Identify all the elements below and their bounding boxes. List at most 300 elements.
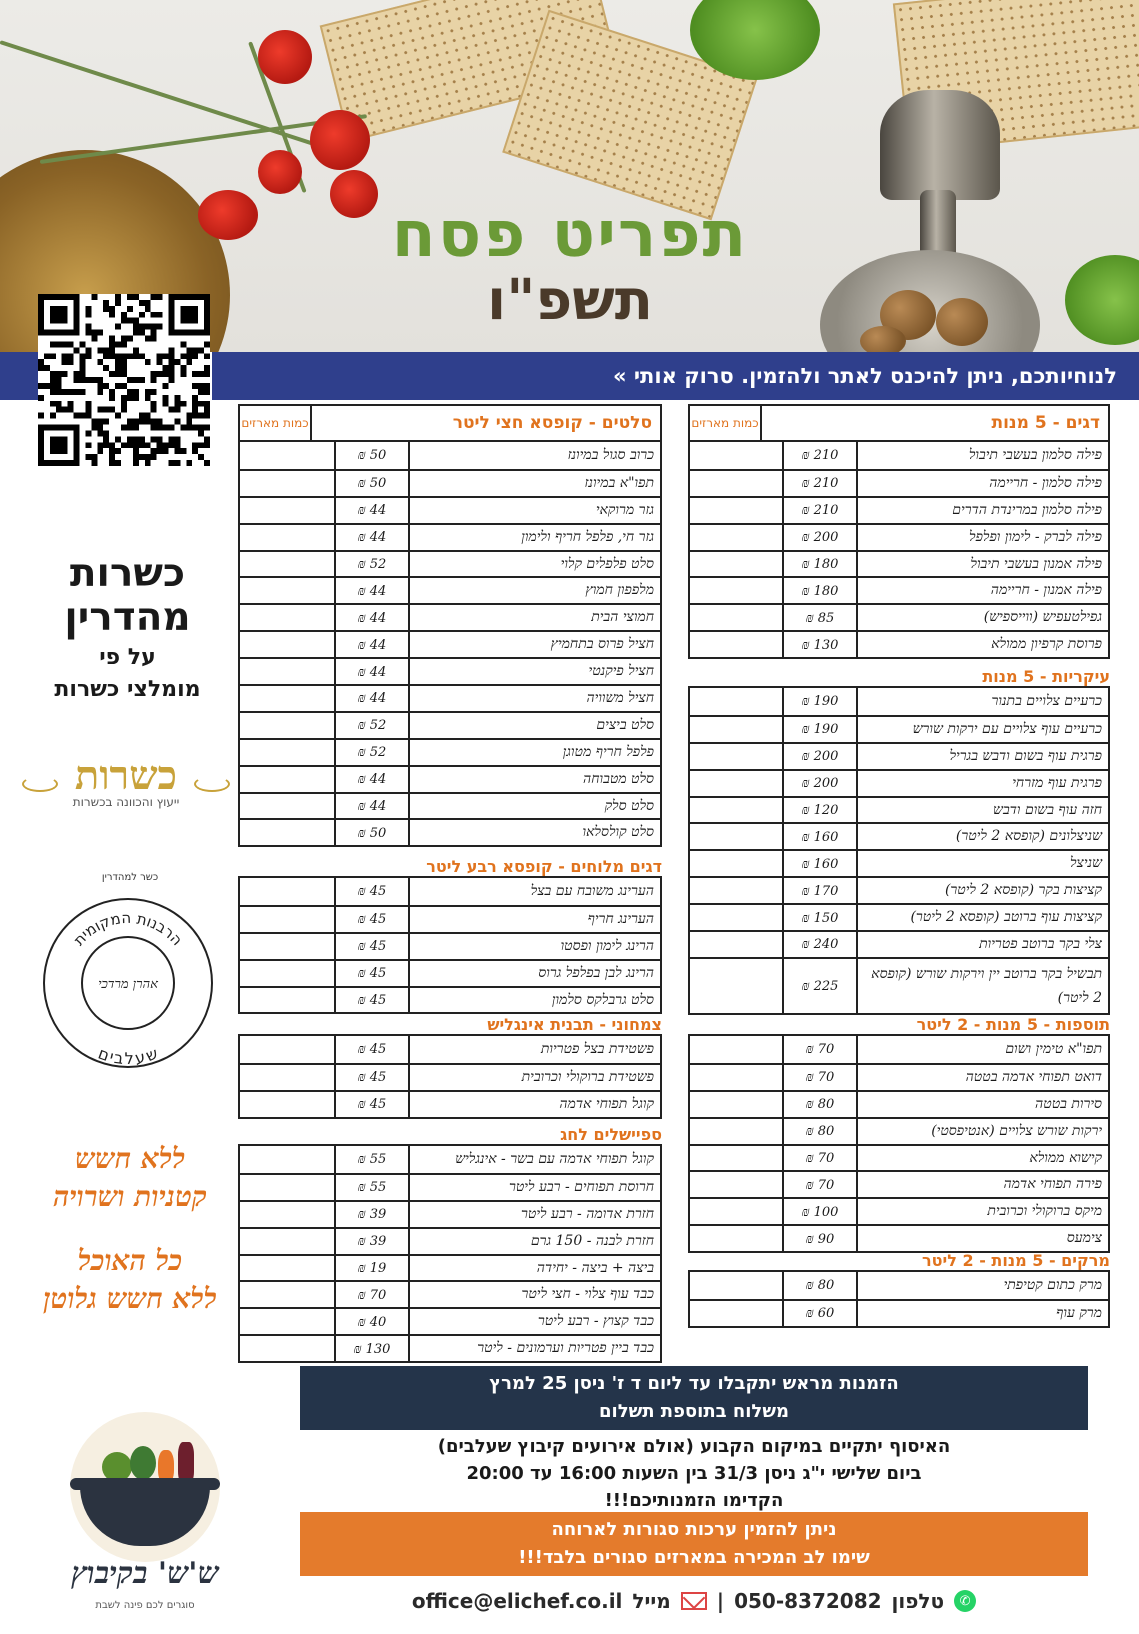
quantity-input[interactable] (690, 1065, 782, 1090)
menu-item-price: 70 ₪ (782, 1036, 856, 1063)
menu-item-name: מרק כתום קטיפתי (856, 1272, 1108, 1299)
menu-item-name: פילה סלמון בעשבי תיבול (856, 442, 1108, 469)
quantity-input[interactable] (240, 961, 334, 986)
menu-item-row (690, 550, 1108, 577)
quantity-input[interactable] (690, 798, 782, 823)
quantity-input[interactable] (240, 498, 334, 523)
menu-item-row (240, 1280, 660, 1307)
quantity-input[interactable] (690, 744, 782, 769)
menu-item-row (690, 1170, 1108, 1197)
menu-item-name: כרעיים צלויים בתנור (856, 688, 1108, 715)
menu-item-name: חמוצי הבית (408, 605, 660, 630)
menu-item-row (240, 1090, 660, 1117)
menu-item-name: תפו"א במיונז (408, 471, 660, 496)
menu-item-name: כרעיים עוף צלויים עם ירקות שורש (856, 717, 1108, 742)
section-title: דגים - 5 מנות (760, 406, 1108, 440)
quantity-input[interactable] (240, 1256, 334, 1281)
pickup-info (300, 1433, 1088, 1514)
left_menu-section (238, 1012, 662, 1119)
menu-item-price: 160 ₪ (782, 824, 856, 849)
section-header (688, 664, 1110, 686)
menu-item-price: 45 ₪ (334, 1092, 408, 1117)
whatsapp-icon[interactable]: ✆ (954, 1590, 976, 1612)
quantity-input[interactable] (240, 578, 334, 603)
quantity-input[interactable] (690, 932, 782, 957)
menu-item-price: 52 ₪ (334, 552, 408, 577)
menu-item-row (690, 1197, 1108, 1224)
menu-rows (688, 686, 1110, 1015)
right_menu-section (688, 1248, 1110, 1328)
menu-item-name: הערינג חריף (408, 907, 660, 932)
menu-item-price: 210 ₪ (782, 442, 856, 469)
quantity-input[interactable] (690, 578, 782, 603)
menu-item-row (690, 1144, 1108, 1171)
menu-item-price: 44 ₪ (334, 686, 408, 711)
menu-item-price: 45 ₪ (334, 1036, 408, 1063)
quantity-input[interactable] (690, 1199, 782, 1224)
svg-text:הרבנות המקומית (70, 909, 186, 949)
phone-number[interactable]: 050-8372082 (734, 1589, 882, 1613)
quantity-input[interactable] (240, 878, 334, 905)
quantity-input[interactable] (240, 1146, 334, 1173)
menu-item-row (690, 769, 1108, 796)
menu-item-price: 45 ₪ (334, 907, 408, 932)
menu-item-name: סלט מטבוחה (408, 767, 660, 792)
menu-item-price: 39 ₪ (334, 1202, 408, 1227)
menu-item-name: ביצה + ביצה - יחידה (408, 1256, 660, 1281)
menu-item-row (690, 688, 1108, 715)
kashrut-logo-tagline: ייעוץ והכוונה בכשרות (72, 795, 180, 809)
menu-item-name: סלט סלק (408, 794, 660, 819)
menu-item-name: כרוב סגול במיונז (408, 442, 660, 469)
kashrut-subheading (20, 642, 235, 706)
menu-item-name: גזר מרוקאי (408, 498, 660, 523)
quantity-input[interactable] (690, 1036, 782, 1063)
menu-item-price: 45 ₪ (334, 878, 408, 905)
menu-item-price: 200 ₪ (782, 525, 856, 550)
menu-item-name: סלט קולסלאו (408, 820, 660, 845)
menu-item-price: 70 ₪ (782, 1065, 856, 1090)
menu-item-name: דואט תפוחי אדמה בטטה (856, 1065, 1108, 1090)
quantity-input[interactable] (240, 1092, 334, 1117)
quantity-input[interactable] (240, 605, 334, 630)
menu-item-price: 55 ₪ (334, 1175, 408, 1200)
quantity-input[interactable] (240, 632, 334, 657)
menu-item-price: 44 ₪ (334, 525, 408, 550)
quantity-input[interactable] (240, 1036, 334, 1063)
section-title: סלטים - קופסא חצי ליטר (310, 406, 660, 440)
menu-item-name: תפו"א טימין ושום (856, 1036, 1108, 1063)
menu-item-price: 130 ₪ (782, 632, 856, 657)
menu-item-row (240, 932, 660, 959)
menu-item-name: פלפל חריף מטוגן (408, 740, 660, 765)
quantity-input[interactable] (690, 442, 782, 469)
quantity-input[interactable] (240, 471, 334, 496)
kashrut-logo (16, 752, 236, 809)
menu-item-price: 55 ₪ (334, 1146, 408, 1173)
separator: | (716, 1589, 725, 1613)
quantity-input[interactable] (690, 1172, 782, 1197)
menu-rows (238, 442, 662, 847)
quantity-input[interactable] (690, 771, 782, 796)
menu-item-row (240, 550, 660, 577)
menu-item-name: גזר חי, פלפל חריף ולימון (408, 525, 660, 550)
menu-item-price: 120 ₪ (782, 798, 856, 823)
quantity-input[interactable] (690, 471, 782, 496)
menu-year: תשפ"ו (487, 268, 653, 333)
menu-rows (688, 1034, 1110, 1253)
deadline-line1: הזמנות מראש יתקבלו עד ליום ד ז' ניסן 25 למרץ (489, 1373, 899, 1394)
menu-item-row (690, 822, 1108, 849)
menu-item-price: 45 ₪ (334, 988, 408, 1013)
quantity-input[interactable] (690, 1092, 782, 1117)
menu-item-price: 90 ₪ (782, 1226, 856, 1251)
menu-item-row (240, 1200, 660, 1227)
qr-code-graphic (38, 294, 210, 466)
menu-item-row (690, 1272, 1108, 1299)
quantity-input[interactable] (690, 717, 782, 742)
quantity-input[interactable] (240, 1175, 334, 1200)
menu-item-row (690, 1117, 1108, 1144)
menu-item-row (240, 765, 660, 792)
menu-rows (688, 442, 1110, 659)
note-line1: ללא חשש (74, 1142, 186, 1175)
menu-item-name: חרוסת תפוחים - רבע ליטר (408, 1175, 660, 1200)
menu-item-row (690, 1090, 1108, 1117)
quantity-input[interactable] (240, 552, 334, 577)
menu-item-name: שניצלונים (קופסא 2 ליטר) (856, 824, 1108, 849)
menu-item-price: 44 ₪ (334, 498, 408, 523)
quantity-input[interactable] (690, 824, 782, 849)
menu-item-row (240, 959, 660, 986)
section-title: ספיישלים לחג (560, 1125, 662, 1144)
menu-item-price: 44 ₪ (334, 794, 408, 819)
no-doubt-note (20, 1140, 240, 1216)
menu-item-name: חציל פיקנטי (408, 659, 660, 684)
menu-item-row (240, 603, 660, 630)
menu-item-price: 44 ₪ (334, 632, 408, 657)
quantity-input[interactable] (240, 1229, 334, 1254)
menu-item-price: 44 ₪ (334, 659, 408, 684)
quantity-input[interactable] (240, 1282, 334, 1307)
section-title: דגים מלוחים - קופסא רבע ליטר (426, 857, 662, 876)
menu-item-row (690, 576, 1108, 603)
menu-rows (238, 1144, 662, 1363)
left_menu-section (238, 404, 662, 847)
menu-item-price: 100 ₪ (782, 1199, 856, 1224)
section-title: צמחוני - תבנית אינגליש (487, 1015, 662, 1034)
menu-item-name: גפילטעפיש (ווייספיש) (856, 605, 1108, 630)
quantity-input[interactable] (240, 1336, 334, 1361)
email-link[interactable]: office@elichef.co.il (411, 1589, 623, 1613)
menu-item-name: פילה אמנון בעשבי תיבול (856, 552, 1108, 577)
section-header (688, 1248, 1110, 1270)
menu-item-name: פילה סלמון במרינדת הדרים (856, 498, 1108, 523)
menu-item-name: סירות בטטה (856, 1092, 1108, 1117)
menu-item-name: כבד ביין פטריות וערמונים - ליטר (408, 1336, 660, 1361)
svg-text:שעלבים (96, 1044, 161, 1068)
quantity-input[interactable] (690, 851, 782, 876)
section-header-box (238, 404, 662, 442)
deadline-line2: משלוח בתוספת תשלום (598, 1401, 789, 1422)
note-line4: ללא חשש גלוטן (43, 1282, 217, 1315)
menu-item-price: 210 ₪ (782, 498, 856, 523)
menu-item-name: פרוסת קרפיון ממולא (856, 632, 1108, 657)
menu-item-name: פילה סלמון - חריימה (856, 471, 1108, 496)
section-title: מרקים - 5 מנות - 2 ליטר (922, 1251, 1110, 1270)
qty-column-header: כמות מארזים (241, 416, 309, 430)
menu-item-price: 190 ₪ (782, 717, 856, 742)
quantity-input[interactable] (690, 632, 782, 657)
quantity-input[interactable] (690, 525, 782, 550)
menu-item-price: 180 ₪ (782, 578, 856, 603)
order-online-banner[interactable] (212, 352, 1139, 400)
kashrut-sub-line1: על פי (99, 645, 156, 670)
brand-name: ש'ש' בקיבוץ (71, 1556, 219, 1591)
menu-item-price: 50 ₪ (334, 820, 408, 845)
menu-item-row (240, 1036, 660, 1063)
section-title: עיקריות - 5 מנות (982, 667, 1110, 686)
quantity-input[interactable] (240, 988, 334, 1013)
quantity-input[interactable] (240, 907, 334, 932)
order-deadline-box (300, 1366, 1088, 1430)
poppy-flower (258, 150, 302, 194)
right_menu-section (688, 404, 1110, 659)
menu-item-price: 50 ₪ (334, 471, 408, 496)
menu-item-name: הרינג לבן בפלפל גרוס (408, 961, 660, 986)
menu-item-row (690, 1299, 1108, 1326)
right_menu-section (688, 664, 1110, 1015)
menu-item-row (240, 1227, 660, 1254)
quantity-input[interactable] (240, 794, 334, 819)
quantity-input[interactable] (690, 498, 782, 523)
right_menu-section (688, 1012, 1110, 1253)
menu-item-price: 52 ₪ (334, 713, 408, 738)
pickup-line3: הקדימו הזמנותיכם!!! (604, 1490, 784, 1511)
qr-code-icon[interactable] (38, 294, 210, 466)
pickup-line1: האיסוף יתקיים במיקום הקבוע (אולם אירועים קיבוץ שעלבים) (437, 1436, 951, 1457)
menu-item-name: פירה תפוחי אדמה (856, 1172, 1108, 1197)
kashrut-sub-line2: מומלצי כשרות (54, 677, 201, 702)
section-header (238, 1012, 662, 1034)
stamp-top-text: הרבנות המקומית (69, 908, 187, 950)
kashrut-logo-word: כשרות (74, 752, 178, 799)
menu-item-name: שניצל (856, 851, 1108, 876)
menu-item-row (690, 1036, 1108, 1063)
left_menu-section (238, 1122, 662, 1363)
menu-item-row (690, 742, 1108, 769)
kashrut-stamp-icon (38, 888, 218, 1068)
menu-rows (238, 1034, 662, 1119)
menu-item-name: הרינג לימון ופסטו (408, 934, 660, 959)
menu-item-price: 200 ₪ (782, 744, 856, 769)
menu-item-row (690, 796, 1108, 823)
quantity-input[interactable] (240, 442, 334, 469)
closed-sets-line1: ניתן להזמין ערכות סגורות לארוחה (551, 1519, 837, 1540)
poppy-flower (310, 110, 370, 170)
kosher-note: כשר למהדרין (101, 872, 159, 883)
quantity-input[interactable] (240, 934, 334, 959)
menu-item-row (690, 496, 1108, 523)
quantity-input[interactable] (690, 1146, 782, 1171)
gluten-note (20, 1242, 240, 1318)
quantity-input[interactable] (690, 1301, 782, 1326)
brand-logo (40, 1412, 250, 1622)
menu-item-name: קוגל תפוחי אדמה עם בשר - אינגליש (408, 1146, 660, 1173)
menu-item-row (240, 576, 660, 603)
menu-item-row (240, 792, 660, 819)
menu-item-name: סלט פלפלים קלוי (408, 552, 660, 577)
quantity-input[interactable] (690, 878, 782, 903)
kashrut-heading (20, 552, 235, 640)
section-header (238, 1122, 662, 1144)
stamp-bottom-text: שעלבים (95, 1043, 161, 1068)
menu-item-row (240, 1254, 660, 1281)
stamp-graphic (38, 888, 218, 1068)
menu-item-price: 130 ₪ (334, 1336, 408, 1361)
menu-item-price: 45 ₪ (334, 934, 408, 959)
menu-item-price: 19 ₪ (334, 1256, 408, 1281)
menu-title: תפריט פסח (391, 198, 749, 272)
quantity-input[interactable] (240, 1202, 334, 1227)
menu-item-row (240, 1334, 660, 1361)
quantity-input[interactable] (690, 905, 782, 930)
poppy-flower (198, 190, 258, 240)
menu-item-name: פרגית עוף בשום ודבש בגריל (856, 744, 1108, 769)
section-header (688, 1012, 1110, 1034)
menu-item-row (690, 715, 1108, 742)
quantity-input[interactable] (240, 1065, 334, 1090)
swirl-ornament-icon (194, 776, 230, 792)
walnut-image (860, 326, 906, 352)
menu-item-name: מיקס ברוקולי וכרובית (856, 1199, 1108, 1224)
banner-text: לנוחיותכם, ניתן להיכנס לאתר ולהזמין. סרוק אותי » (613, 364, 1117, 388)
menu-item-price: 45 ₪ (334, 1065, 408, 1090)
menu-item-price: 85 ₪ (782, 605, 856, 630)
quantity-input[interactable] (240, 740, 334, 765)
menu-item-name: כבד עוף צלוי - חצי ליטר (408, 1282, 660, 1307)
menu-item-price: 240 ₪ (782, 932, 856, 957)
menu-item-price: 50 ₪ (334, 442, 408, 469)
note-line3: כל האוכל (77, 1244, 183, 1277)
quantity-input[interactable] (240, 525, 334, 550)
menu-item-price: 80 ₪ (782, 1092, 856, 1117)
walnut-image (936, 298, 988, 346)
menu-item-price: 60 ₪ (782, 1301, 856, 1326)
poppy-flower (258, 30, 312, 84)
menu-item-row (240, 657, 660, 684)
menu-item-price: 80 ₪ (782, 1119, 856, 1144)
menu-item-name: פילה לברק - לימון ופלפל (856, 525, 1108, 550)
menu-item-name: קוגל תפוחי אדמה (408, 1092, 660, 1117)
menu-item-name: חציל משוויה (408, 686, 660, 711)
kiddush-cup-image (880, 90, 1000, 200)
menu-item-row (240, 442, 660, 469)
menu-item-row (240, 469, 660, 496)
menu-item-price: 40 ₪ (334, 1309, 408, 1334)
menu-item-price: 210 ₪ (782, 471, 856, 496)
broccoli-icon (130, 1446, 156, 1480)
menu-rows (238, 876, 662, 1014)
menu-item-name: הערינג משובח עם בצל (408, 878, 660, 905)
quantity-input[interactable] (240, 820, 334, 845)
menu-item-row (240, 986, 660, 1013)
menu-item-row (690, 603, 1108, 630)
menu-item-row (690, 523, 1108, 550)
menu-item-name: מלפפון חמוץ (408, 578, 660, 603)
menu-item-row (240, 905, 660, 932)
phone-label: טלפון (891, 1589, 945, 1613)
pickup-line2: ביום שלישי י"ג ניסן 31/3 בין השעות 16:00 עד 20:00 (466, 1463, 922, 1484)
swirl-ornament-icon (22, 776, 58, 792)
menu-item-name: ירקות שורש צלויים (אנטיפסטי) (856, 1119, 1108, 1144)
quantity-input[interactable] (240, 659, 334, 684)
lettuce-image (1065, 255, 1139, 345)
quantity-input[interactable] (690, 959, 782, 1013)
section-title: תוספות - 5 מנות - 2 ליטר (916, 1015, 1110, 1034)
menu-item-row (240, 711, 660, 738)
menu-item-price: 170 ₪ (782, 878, 856, 903)
quantity-input[interactable] (240, 1309, 334, 1334)
menu-item-name: פרגית עוף מזרחי (856, 771, 1108, 796)
menu-item-price: 44 ₪ (334, 767, 408, 792)
menu-item-row (240, 1146, 660, 1173)
menu-item-name: פשטידת ברוקולי וכרובית (408, 1065, 660, 1090)
section-header-box (688, 404, 1110, 442)
closed-sets-line2: שימו לב המכירה במארזים סגורים בלבד!!! (518, 1547, 870, 1568)
menu-item-name: צלי בקר ברוטב פטריות (856, 932, 1108, 957)
quantity-input[interactable] (690, 552, 782, 577)
menu-item-row (240, 496, 660, 523)
quantity-input[interactable] (690, 1272, 782, 1299)
quantity-input[interactable] (690, 605, 782, 630)
qty-column-header: כמות מארזים (691, 416, 759, 430)
quantity-input[interactable] (240, 686, 334, 711)
menu-item-price: 190 ₪ (782, 688, 856, 715)
menu-item-name: קציצות בקר (קופסא 2 ליטר) (856, 878, 1108, 903)
menu-item-price: 45 ₪ (334, 961, 408, 986)
menu-item-price: 180 ₪ (782, 552, 856, 577)
menu-item-row (690, 1063, 1108, 1090)
menu-item-row (690, 469, 1108, 496)
menu-item-row (690, 442, 1108, 469)
menu-item-name: חזה עוף בשום ודבש (856, 798, 1108, 823)
contact-bar (300, 1584, 1088, 1618)
quantity-input[interactable] (690, 688, 782, 715)
menu-item-price: 200 ₪ (782, 771, 856, 796)
menu-item-row (240, 523, 660, 550)
quantity-input[interactable] (690, 1119, 782, 1144)
menu-item-price: 70 ₪ (334, 1282, 408, 1307)
menu-item-name: צימעס (856, 1226, 1108, 1251)
menu-item-price: 225 ₪ (782, 959, 856, 1013)
gmail-icon (681, 1592, 707, 1610)
menu-item-name: סלט ביצים (408, 713, 660, 738)
menu-item-row (240, 684, 660, 711)
quantity-input[interactable] (240, 767, 334, 792)
menu-item-price: 70 ₪ (782, 1172, 856, 1197)
menu-item-name: חזרת אדומה - רבע ליטר (408, 1202, 660, 1227)
closed-sets-box (300, 1512, 1088, 1576)
menu-item-row (240, 738, 660, 765)
menu-item-row (240, 630, 660, 657)
brand-tagline: סוגרים לכם פינה לשבת (95, 1600, 195, 1611)
menu-item-price: 70 ₪ (782, 1146, 856, 1171)
section-header (238, 854, 662, 876)
menu-item-name: חזרת לבנה - 150 גרם (408, 1229, 660, 1254)
menu-item-price: 44 ₪ (334, 605, 408, 630)
quantity-input[interactable] (240, 713, 334, 738)
